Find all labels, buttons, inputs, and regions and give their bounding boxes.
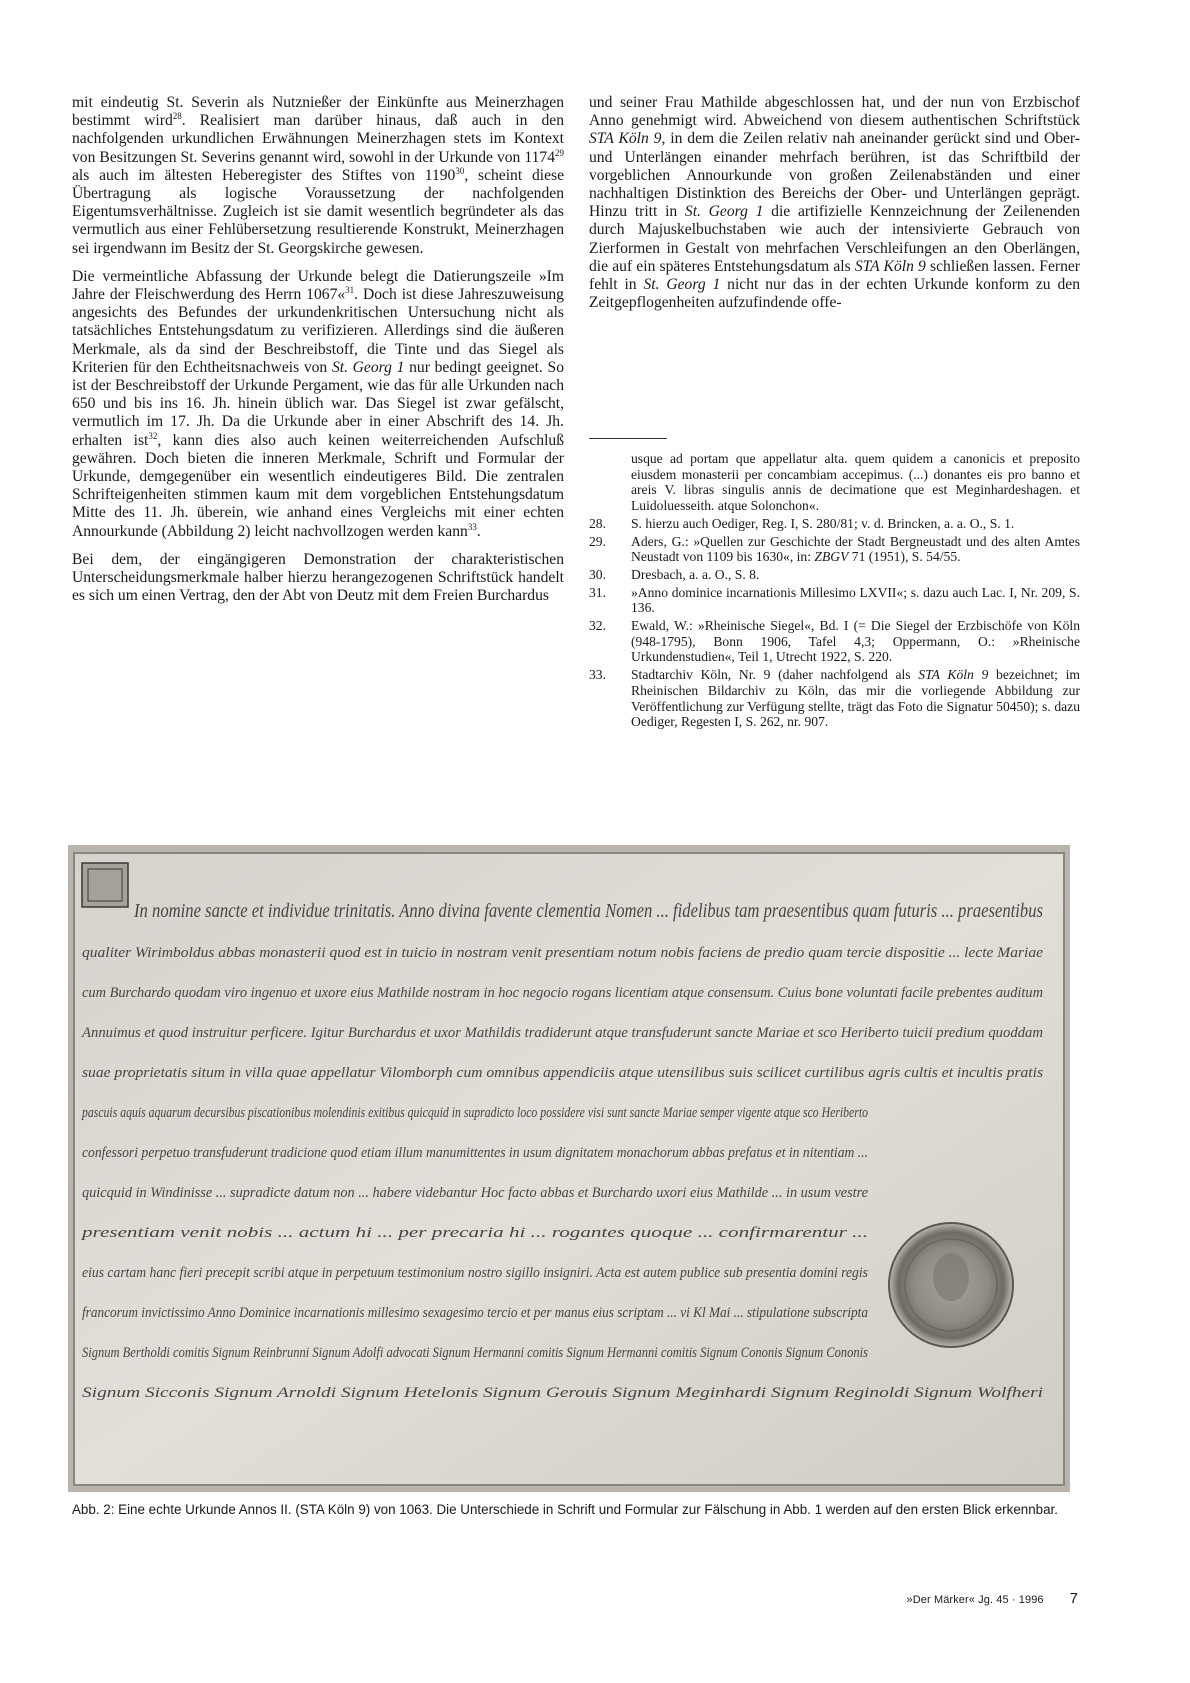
right-paragraph-1: und seiner Frau Mathilde abgeschlossen hat, und der nun von Erzbischof Anno genehmigt wird. Abweichend von diesem authentischen Schriftstück STA Köln 9, in dem die Zeilen relativ nah aneinander gerückt sind und Ober- und Unterlängen einander mehrfach berühren, ist das Schriftbild der vorgeblichen Annourkunde von großen Zeilenabständen und einer nachhaltigen Distinktion des Bereichs der Ober- und Unterlängen geprägt. Hinzu tritt in St. Georg 1 die artifizielle Kennzeichnung der Zeilenenden durch Majuskelbuchstaben wie auch der intensivierte Gebrauch von Zierformen in Gestalt von mehrfachen Verschleifungen an den Oberlängen, die auf ein späteres Entstehungsdatum als STA Köln 9 schließen lassen. Ferner fehlt in St. Georg 1 nicht nur das in der echten Urkunde konform zu den Zeitgepflogenheiten aufzufindende offe- bbox=[589, 94, 1080, 312]
footnote-number: 29. bbox=[589, 533, 606, 549]
left-column bbox=[72, 94, 564, 615]
page-number: 7 bbox=[1069, 1590, 1078, 1607]
footnote-text: Stadtarchiv Köln, Nr. 9 (daher nachfolgend als STA Köln 9 bezeichnet; im Rheinischen Bildarchiv zu Köln, das mir die vorliegende Abbildung zur Veröffentlichung zur Verfügung stellte, trägt das Foto die Signatur 50450); s. dazu Oediger, Regesten I, S. 262, nr. 907. bbox=[631, 667, 1080, 730]
footnote-33 bbox=[589, 667, 1080, 730]
footnotes bbox=[589, 451, 1080, 732]
charter-line: presentiam venit nobis ... actum hi ... per precaria hi ... rogantes quoque ... confirmarentur ... bbox=[80, 1225, 868, 1241]
left-paragraph-3: Bei dem, der eingängigeren Demonstration der charakteristischen Unterscheidungsmerkmale halber hierzu herangezogenen Schriftstück handelt es sich um einen Vertrag, den der Abt von Deutz mit dem Freien Burchardus bbox=[72, 550, 564, 605]
footnote-continuation: usque ad portam que appellatur alta. quem quidem a canonicis et preposito eiusdem monasterii per concambiam accepimus. (...) donantes eis pro banno et areis V. libras singulis annis de decimatione que est Meginhardeshagen. et Luidoluesseith. atque Solonchon«. bbox=[631, 451, 1080, 514]
charter-initial bbox=[82, 863, 128, 907]
footnote-number: 33. bbox=[589, 667, 606, 683]
footnote-32 bbox=[589, 618, 1080, 665]
footnote-ref: 28 bbox=[172, 111, 182, 122]
charter-line: cum Burchardo quodam viro ingenuo et uxore eius Mathilde nostram in hoc negocio rogans licentiam atque consensum. Cuius bone voluntati facile prebentes auditum bbox=[82, 985, 1044, 1001]
footnote-separator bbox=[589, 438, 667, 439]
charter-line: qualiter Wirimboldus abbas monasterii quod est in tuicio in nostram venit presentiam notum nobis faciens de predio quam tercie dispositie ... lecte Mariae bbox=[82, 945, 1044, 961]
charter-line: francorum invictissimo Anno Dominice incarnationis millesimo sexagesimo tercio et per manus eius scriptam ... vi Kl Mai ... stipulatione subscripta bbox=[82, 1305, 868, 1321]
footnote-text: S. hierzu auch Oediger, Reg. I, S. 280/81; v. d. Brincken, a. a. O., S. 1. bbox=[631, 515, 1015, 531]
wax-seal bbox=[889, 1223, 1013, 1347]
figure-caption: Abb. 2: Eine echte Urkunde Annos II. (STA Köln 9) von 1063. Die Unterschiede in Schrift und Formular zur Fälschung in Abb. 1 werden auf den ersten Blick erkennbar. bbox=[72, 1502, 1058, 1517]
charter-line: Annuimus et quod instruitur perficere. Igitur Burchardus et uxor Mathildis tradiderunt atque transfuderunt sancte Mariae et sco Heriberto tuicii predium quoddam bbox=[81, 1025, 1044, 1041]
right-column bbox=[589, 94, 1080, 322]
charter-line: pascuis aquis aquarum decursibus piscationibus molendinis exitibus quicquid in supradicto loco possidere visi sunt sancte Mariae semper vigente atque sco Heriberto bbox=[81, 1105, 869, 1121]
charter-line: Signum Sicconis Signum Arnoldi Signum Hetelonis Signum Gerouis Signum Meginhardi Signum Reginoldi Signum Wolfheri bbox=[82, 1385, 1043, 1401]
footnote-text: Ewald, W.: »Rheinische Siegel«, Bd. I (= Die Siegel der Erzbischöfe von Köln (948-1795), Bonn 1906, Tafel 4,3; Oppermann, O.: »Rheinische Urkundenstudien«, Teil 1, Utrecht 1922, S. 220. bbox=[631, 618, 1080, 665]
charter-line: eius cartam hanc fieri precepit scribi atque in perpetuum testimonium nostro sigillo insigniri. Acta est autem publice sub presentia domini regis bbox=[82, 1265, 869, 1281]
charter-photograph bbox=[68, 845, 1070, 1492]
footnote-30 bbox=[589, 567, 1080, 583]
footnote-ref: 33 bbox=[467, 521, 477, 532]
footnote-ref: 30 bbox=[455, 165, 465, 176]
footnote-29 bbox=[589, 534, 1080, 565]
footnote-number: 31. bbox=[589, 584, 606, 600]
footnote-ref: 29 bbox=[555, 147, 564, 158]
footnote-number: 28. bbox=[589, 515, 606, 531]
footnote-text: Aders, G.: »Quellen zur Geschichte der Stadt Bergneustadt und des alten Amtes Neustadt von 1109 bis 1630«, in: ZBGV 71 (1951), S. 54/55. bbox=[631, 533, 1080, 565]
footnote-28 bbox=[589, 516, 1080, 532]
footnote-number: 32. bbox=[589, 618, 606, 634]
footnote-31 bbox=[589, 585, 1080, 616]
footnote-ref: 31 bbox=[345, 284, 355, 295]
charter-line: In nomine sancte et individue trinitatis. Anno divina favente clementia Nomen ... fidelibus tam praesentibus quam futuris ... praesentibus bbox=[133, 900, 1044, 922]
charter-line: quicquid in Windinisse ... supradicte datum non ... habere videbantur Hoc facto abbas et Burchardo uxori eius Mathilde ... in usum vestre bbox=[82, 1185, 869, 1201]
charter-line: confessori perpetuo transfuderunt tradicione quod etiam illum manumittentes in usum dignitatem monachorum abbas prefatus et in nitentiam ... bbox=[82, 1145, 868, 1161]
footnote-number: 30. bbox=[589, 566, 606, 582]
journal-reference: »Der Märker« Jg. 45 · 1996 bbox=[906, 1594, 1044, 1606]
left-paragraph-2: Die vermeintliche Abfassung der Urkunde belegt die Datierungszeile »Im Jahre der Fleischwerdung des Herrn 1067«$^{31}$. Doch ist diese Jahreszuweisung angesichts des Befundes der urkundenkritischen Untersuchung nicht als tatsächliches Entstehungsdatum zu verifizieren. Allerdings sind die äußeren Merkmale, als da sind der Beschreibstoff, die Tinte und das Siegel als Kriterien für den Echtheitsnachweis von St. Georg 1 nur bedingt geeignet. So ist der Beschreibstoff der Urkunde Pergament, wie das für alle Urkunden nach 650 und bis ins 16. Jh. hinein üblich war. Das Siegel ist zwar gefälscht, vermutlich im 17. Jh. Da die Urkunde aber in einer Abschrift des 14. Jh. erhalten ist$^{32}$, kann dies also auch keinen weiterreichenden Aufschluß gewähren. Doch bieten die inneren Merkmale, Schrift und Formular der Urkunde, demgegenüber ein wesentlich eindeutigeres Bild. Die zentralen Schrifteigenheiten stimmen kaum mit dem vorgeblichen Entstehungsdatum Mitte des 11. Jh. überein, wie anhand eines Vergleichs mit einer echten Annourkunde (Abbildung 2) leicht nachvollzogen werden kann$^{33}$. bbox=[72, 267, 564, 540]
charter-image bbox=[68, 845, 1070, 1492]
footnote-ref: 32 bbox=[148, 430, 158, 441]
footnote-text: Dresbach, a. a. O., S. 8. bbox=[631, 566, 760, 582]
left-paragraph-1: mit eindeutig St. Severin als Nutznießer der Einkünfte aus Meinerzhagen bestimmt wird$^{28}$. Realisiert man darüber hinaus, daß auch in den nachfolgenden urkundlichen Erwähnungen Meinerzhagen stets im Kontext von Besitzungen St. Severins genannt wird, sowohl in der Urkunde von 1174$^{29}$ als auch im ältesten Heberegister des Stiftes von 1190$^{30}$, scheint diese Übertragung als logische Voraussetzung der nachfolgenden Eigentumsverhältnisse. Zugleich ist sie damit wesentlich begründeter als das vermutlich aus einer Fehlübersetzung resultierende Konstrukt, Meinerzhagen sei irgendwann im Besitz der St. Georgskirche gewesen. bbox=[72, 94, 565, 257]
footnote-text: »Anno dominice incarnationis Millesimo LXVII«; s. dazu auch Lac. I, Nr. 209, S. 136. bbox=[631, 584, 1080, 616]
page-footer bbox=[856, 1590, 1078, 1608]
charter-line: Signum Bertholdi comitis Signum Reinbrunni Signum Adolfi advocati Signum Hermanni comitis Signum Hermanni comitis Signum Cononis Signum Cononis bbox=[82, 1345, 869, 1361]
charter-line: suae proprietatis situm in villa quae appellatur Vilomborph cum omnibus appendiciis atque utensilibus suis scilicet curtilibus agris cultis et incultis pratis bbox=[82, 1065, 1044, 1081]
